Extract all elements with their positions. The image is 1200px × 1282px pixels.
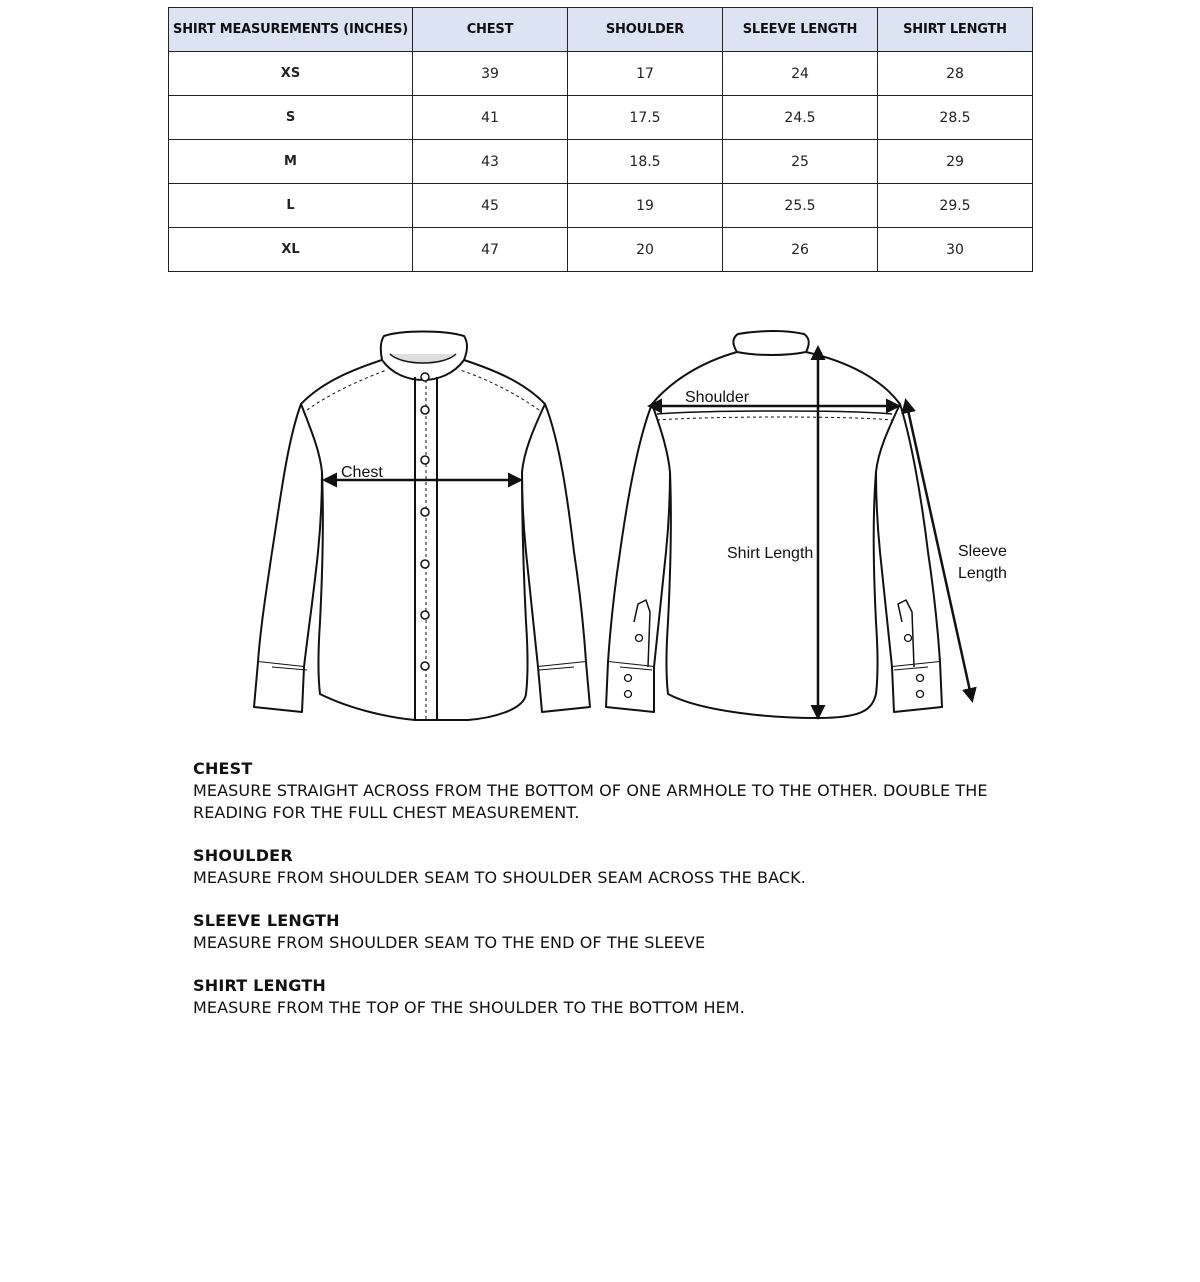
header-shoulder: SHOULDER	[568, 8, 723, 52]
note-text: MEASURE FROM SHOULDER SEAM TO THE END OF THE SLEEVE	[193, 933, 706, 952]
sleeve-value: 24.5	[723, 96, 878, 140]
size-label: L	[169, 184, 413, 228]
header-shirt-length: SHIRT LENGTH	[878, 8, 1033, 52]
chest-label: Chest	[341, 464, 383, 481]
shoulder-value: 19	[568, 184, 723, 228]
sleeve-value: 26	[723, 228, 878, 272]
table-row	[169, 52, 1033, 96]
shirt-front-drawing	[254, 332, 590, 721]
chest-value: 39	[413, 52, 568, 96]
header-chest: CHEST	[413, 8, 568, 52]
shoulder-value: 17.5	[568, 96, 723, 140]
length-value: 29.5	[878, 184, 1033, 228]
size-label: XL	[169, 228, 413, 272]
table-row	[169, 140, 1033, 184]
note-shoulder	[193, 845, 1033, 889]
shirt-measurement-diagram	[232, 322, 1022, 747]
length-value: 28	[878, 52, 1033, 96]
shoulder-value: 18.5	[568, 140, 723, 184]
note-title: CHEST	[193, 759, 253, 778]
shirt-length-label: Shirt Length	[727, 545, 814, 562]
length-value: 30	[878, 228, 1033, 272]
shoulder-value: 17	[568, 52, 723, 96]
size-chart-table	[168, 7, 1033, 272]
chest-value: 43	[413, 140, 568, 184]
note-text: MEASURE STRAIGHT ACROSS FROM THE BOTTOM OF ONE ARMHOLE TO THE OTHER. DOUBLE THE READING FOR THE FULL CHEST MEASUREMENT.	[193, 781, 988, 822]
sleeve-value: 25	[723, 140, 878, 184]
length-value: 28.5	[878, 96, 1033, 140]
shoulder-label: Shoulder	[685, 389, 750, 406]
size-label: M	[169, 140, 413, 184]
header-sleeve-length: SLEEVE LENGTH	[723, 8, 878, 52]
note-shirt-length	[193, 975, 1033, 1019]
header-measurements: SHIRT MEASUREMENTS (INCHES)	[169, 8, 413, 52]
sleeve-length-label-line2: Length	[958, 565, 1007, 582]
chest-value: 47	[413, 228, 568, 272]
note-text: MEASURE FROM THE TOP OF THE SHOULDER TO THE BOTTOM HEM.	[193, 998, 745, 1017]
chest-value: 45	[413, 184, 568, 228]
shoulder-value: 20	[568, 228, 723, 272]
note-chest	[193, 758, 1033, 824]
chest-value: 41	[413, 96, 568, 140]
shirt-back-drawing	[606, 331, 942, 718]
measurement-instructions	[193, 758, 1033, 1040]
note-text: MEASURE FROM SHOULDER SEAM TO SHOULDER SEAM ACROSS THE BACK.	[193, 868, 806, 887]
table-row	[169, 96, 1033, 140]
size-label: XS	[169, 52, 413, 96]
size-label: S	[169, 96, 413, 140]
table-header-row	[169, 8, 1033, 52]
note-title: SHIRT LENGTH	[193, 976, 327, 995]
note-sleeve-length	[193, 910, 1033, 954]
length-value: 29	[878, 140, 1033, 184]
table-row	[169, 184, 1033, 228]
sleeve-value: 24	[723, 52, 878, 96]
sleeve-length-label-line1: Sleeve	[958, 543, 1007, 560]
note-title: SHOULDER	[193, 846, 293, 865]
sleeve-value: 25.5	[723, 184, 878, 228]
note-title: SLEEVE LENGTH	[193, 911, 340, 930]
table-row	[169, 228, 1033, 272]
